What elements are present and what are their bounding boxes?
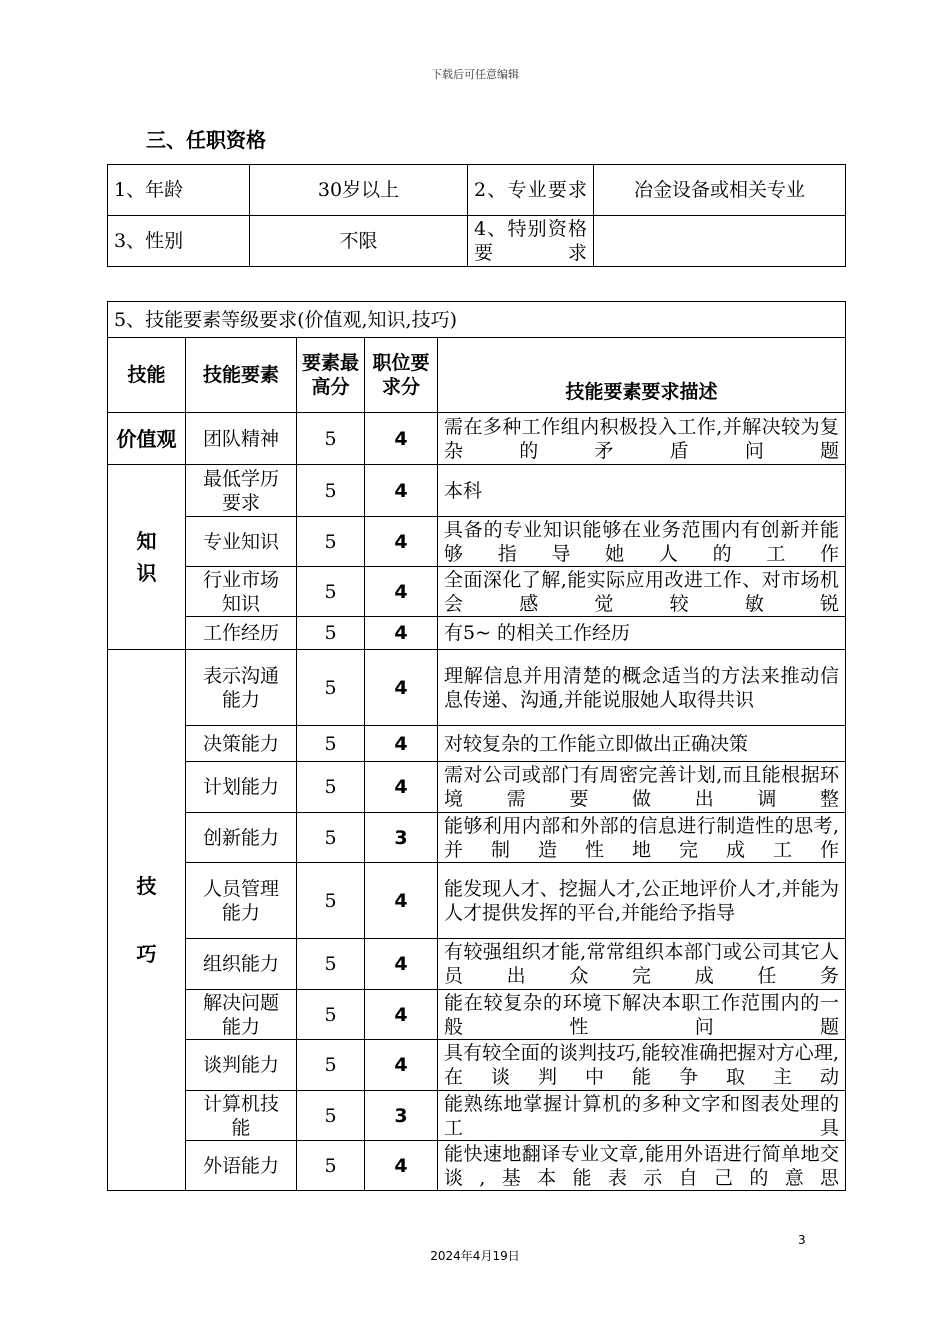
table-row — [108, 726, 846, 762]
required-score: 4 — [365, 939, 438, 990]
basic-requirements-table — [107, 164, 846, 267]
table-row — [108, 990, 846, 1040]
skills-title-row — [108, 302, 846, 338]
skills-table — [107, 301, 846, 1191]
table-row — [108, 863, 846, 939]
max-score: 5 — [297, 567, 365, 617]
category-skills — [108, 650, 186, 1191]
category-skills-char-2: 巧 — [136, 942, 157, 966]
special-label: 4、特别资格要求 — [468, 216, 594, 267]
required-score: 4 — [365, 990, 438, 1040]
special-value — [594, 216, 846, 267]
description: 能快速地翻译专业文章,能用外语进行简单地交谈,基本能表示自己的意思 — [438, 1141, 846, 1191]
required-score: 4 — [365, 650, 438, 726]
table-row — [108, 1091, 846, 1141]
header-description: 技能要素要求描述 — [438, 338, 846, 413]
max-score: 5 — [297, 762, 365, 813]
header-required-score: 职位要求分 — [365, 338, 438, 413]
element-name: 谈判能力 — [186, 1040, 297, 1091]
table-row — [108, 1141, 846, 1191]
element-name: 外语能力 — [186, 1141, 297, 1191]
element-name: 计划能力 — [186, 762, 297, 813]
element-name: 团队精神 — [186, 413, 297, 465]
category-skills-gap — [108, 898, 185, 942]
element-name: 人员管理能力 — [186, 863, 297, 939]
element-name: 行业市场知识 — [186, 567, 297, 617]
header-max-score: 要素最高分 — [297, 338, 365, 413]
header-element: 技能要素 — [186, 338, 297, 413]
required-score: 3 — [365, 813, 438, 863]
age-label: 1、年龄 — [108, 165, 250, 216]
required-score: 4 — [365, 1040, 438, 1091]
required-score: 4 — [365, 617, 438, 650]
description: 全面深化了解,能实际应用改进工作、对市场机会感觉较敏锐 — [438, 567, 846, 617]
max-score: 5 — [297, 1040, 365, 1091]
element-name: 创新能力 — [186, 813, 297, 863]
description: 能够利用内部和外部的信息进行制造性的思考,并制造性地完成工作 — [438, 813, 846, 863]
table-row — [108, 650, 846, 726]
max-score: 5 — [297, 863, 365, 939]
element-name: 解决问题能力 — [186, 990, 297, 1040]
description: 理解信息并用清楚的概念适当的方法来推动信息传递、沟通,并能说服她人取得共识 — [438, 650, 846, 726]
category-values: 价值观 — [108, 413, 186, 465]
description: 具备的专业知识能够在业务范围内有创新并能够指导她人的工作 — [438, 517, 846, 567]
required-score: 3 — [365, 1091, 438, 1141]
gender-value: 不限 — [250, 216, 468, 267]
description: 能发现人才、挖掘人才,公正地评价人才,并能为人才提供发挥的平台,并能给予指导 — [438, 863, 846, 939]
required-score: 4 — [365, 863, 438, 939]
description: 有5~ 的相关工作经历 — [438, 617, 846, 650]
table-row — [108, 617, 846, 650]
required-score: 4 — [365, 1141, 438, 1191]
table-row — [108, 465, 846, 517]
max-score: 5 — [297, 939, 365, 990]
skills-title: 5、技能要素等级要求(价值观,知识,技巧) — [108, 302, 846, 338]
table-row — [108, 165, 846, 216]
max-score: 5 — [297, 650, 365, 726]
table-row — [108, 517, 846, 567]
required-score: 4 — [365, 762, 438, 813]
element-name: 组织能力 — [186, 939, 297, 990]
required-score: 4 — [365, 726, 438, 762]
element-name: 专业知识 — [186, 517, 297, 567]
description: 本科 — [438, 465, 846, 517]
max-score: 5 — [297, 517, 365, 567]
max-score: 5 — [297, 617, 365, 650]
table-row — [108, 413, 846, 465]
max-score: 5 — [297, 1091, 365, 1141]
element-name: 最低学历要求 — [186, 465, 297, 517]
max-score: 5 — [297, 1141, 365, 1191]
element-name: 工作经历 — [186, 617, 297, 650]
header-row — [108, 338, 846, 413]
header-skill: 技能 — [108, 338, 186, 413]
category-knowledge: 知识 — [108, 465, 186, 650]
max-score: 5 — [297, 413, 365, 465]
header-note: 下载后可任意编辑 — [431, 68, 519, 81]
element-name: 决策能力 — [186, 726, 297, 762]
element-name: 表示沟通能力 — [186, 650, 297, 726]
max-score: 5 — [297, 465, 365, 517]
description: 需在多种工作组内积极投入工作,并解决较为复杂的矛盾问题 — [438, 413, 846, 465]
max-score: 5 — [297, 990, 365, 1040]
table-row — [108, 813, 846, 863]
age-value: 30岁以上 — [250, 165, 468, 216]
required-score: 4 — [365, 517, 438, 567]
required-score: 4 — [365, 413, 438, 465]
table-row — [108, 1040, 846, 1091]
major-value: 冶金设备或相关专业 — [594, 165, 846, 216]
section-title: 三、任职资格 — [146, 128, 266, 152]
max-score: 5 — [297, 726, 365, 762]
category-skills-char-1: 技 — [136, 874, 157, 898]
description: 有较强组织才能,常常组织本部门或公司其它人员出众完成任务 — [438, 939, 846, 990]
major-label: 2、专业要求 — [468, 165, 594, 216]
description: 能熟练地掌握计算机的多种文字和图表处理的工具 — [438, 1091, 846, 1141]
description: 需对公司或部门有周密完善计划,而且能根据环境需要做出调整 — [438, 762, 846, 813]
table-row — [108, 216, 846, 267]
element-name: 计算机技能 — [186, 1091, 297, 1141]
table-row — [108, 762, 846, 813]
description: 对较复杂的工作能立即做出正确决策 — [438, 726, 846, 762]
max-score: 5 — [297, 813, 365, 863]
description: 具有较全面的谈判技巧,能较准确把握对方心理,在谈判中能争取主动 — [438, 1040, 846, 1091]
gender-label: 3、性别 — [108, 216, 250, 267]
required-score: 4 — [365, 567, 438, 617]
table-row — [108, 939, 846, 990]
required-score: 4 — [365, 465, 438, 517]
description: 能在较复杂的环境下解决本职工作范围内的一般性问题 — [438, 990, 846, 1040]
page-number: 3 — [798, 1233, 806, 1247]
footer-date: 2024年4月19日 — [430, 1249, 520, 1263]
table-row — [108, 567, 846, 617]
